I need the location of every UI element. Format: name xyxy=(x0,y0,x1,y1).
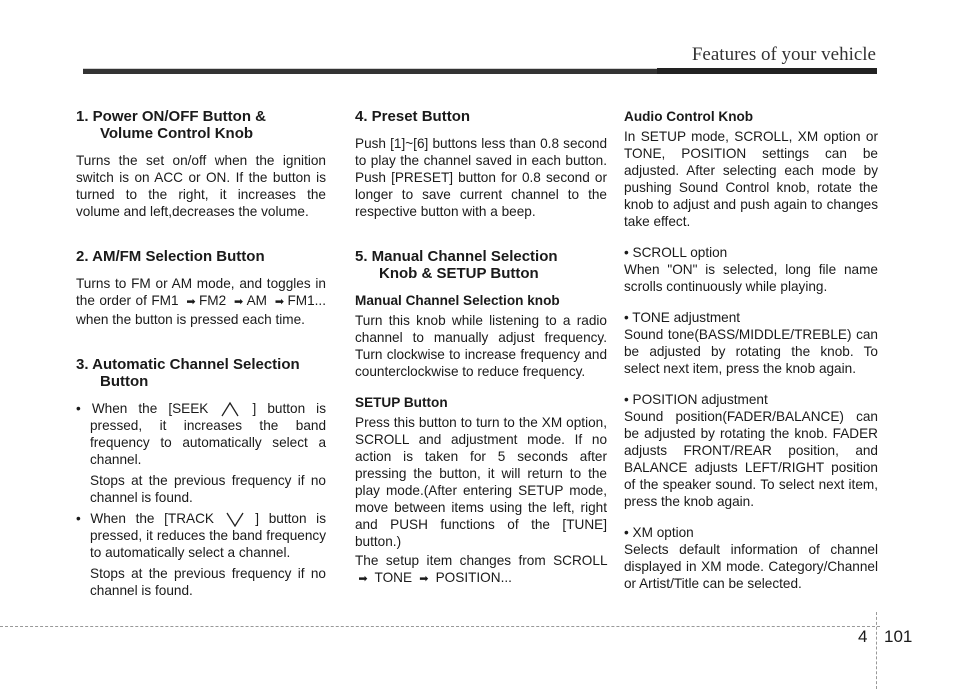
section-2-title: 2. AM/FM Selection Button xyxy=(76,248,265,265)
option-position xyxy=(624,391,878,510)
arrow-right-icon: ➡ xyxy=(358,573,368,585)
section-4-title: 4. Preset Button xyxy=(355,108,471,125)
seek-bullet: • When the [SEEK ] button is pressed, it increases the band frequency to automatically select a channel. xyxy=(76,401,326,467)
section-1-title: 1. Power ON/OFF Button & Volume Control Knob xyxy=(76,108,266,142)
setup-button-body: Press this button to turn to the XM option, SCROLL and adjustment mode. If no action is taken for 5 seconds after pressing the button, it will return to the play mode.(After entering SETUP mode, move between items using the left, right and PUSH functions of the [TUNE] button.) xyxy=(355,415,607,549)
option-label: • TONE adjustment xyxy=(624,310,741,325)
section-4-body: Push [1]~[6] buttons less than 0.8 second to play the channel saved in each button. Push [PRESET] button for 0.8 second or longer to save current channel to the respective button with a beep. xyxy=(355,136,607,219)
audio-knob-title: Audio Control Knob xyxy=(624,109,754,124)
footer-rule xyxy=(0,626,880,627)
footer-divider xyxy=(876,612,877,689)
option-body: Sound tone(BASS/MIDDLE/TREBLE) can be adjusted by rotating the knob. To select next item, press the knob again. xyxy=(624,327,878,376)
page-header-title: Features of your vehicle xyxy=(691,44,876,65)
page-number: 101 xyxy=(884,627,913,646)
setup-button-subtitle: SETUP Button xyxy=(355,395,448,410)
manual-knob-subtitle: Manual Channel Selection knob xyxy=(355,293,560,308)
arrow-right-icon: ➡ xyxy=(234,296,244,308)
option-label: • POSITION adjustment xyxy=(624,392,768,407)
option-body: When "ON" is selected, long file name scrolls continuously while playing. xyxy=(624,262,878,294)
arrow-right-icon: ➡ xyxy=(419,573,429,585)
section-2-body: Turns to FM or AM mode, and toggles in the order of FM1 ➡ FM2 ➡ AM ➡ FM1... when the button is pressed each time. xyxy=(76,276,326,327)
header-rule xyxy=(83,68,877,74)
chapter-number: 4 xyxy=(858,627,868,646)
track-down-icon xyxy=(224,511,246,527)
column-1 xyxy=(76,108,326,599)
section-5-title: 5. Manual Channel Selection Knob & SETUP Button xyxy=(355,248,558,282)
section-3-title: 3. Automatic Channel Selection Button xyxy=(76,356,300,390)
option-body: Sound position(FADER/BALANCE) can be adjusted by rotating the knob. FADER adjusts FRONT/REAR position, and BALANCE adjusts LEFT/RIGHT position of the speaker sound. To select next item, press the knob again. xyxy=(624,409,878,509)
option-label: • XM option xyxy=(624,525,694,540)
setup-sequence: The setup item changes from SCROLL ➡ TONE ➡ POSITION... xyxy=(355,552,607,588)
section-1-body: Turns the set on/off when the ignition switch is on ACC or ON. If the button is turned to the right, it increases the volume and left,decreases the volume. xyxy=(76,153,326,219)
option-body: Selects default information of channel displayed in XM mode. Category/Channel or Artist/Title can be selected. xyxy=(624,542,878,591)
arrow-right-icon: ➡ xyxy=(274,296,285,308)
option-scroll xyxy=(624,244,878,295)
option-label: • SCROLL option xyxy=(624,245,728,260)
column-2 xyxy=(355,108,607,602)
track-bullet: • When the [TRACK ] button is pressed, it reduces the band frequency to automatically select a channel. xyxy=(76,511,326,560)
option-tone xyxy=(624,309,878,377)
column-3 xyxy=(624,108,878,606)
audio-knob-intro: In SETUP mode, SCROLL, XM option or TONE, POSITION settings can be adjusted. After selecting each mode by pushing Sound Control knob, rotate the knob to adjust and push again to changes take effect. xyxy=(624,129,878,229)
track-note: Stops at the previous frequency if no channel is found. xyxy=(90,566,326,598)
manual-knob-body: Turn this knob while listening to a radio channel to manually adjust frequency. Turn clockwise to increase frequency and counterclockwise to reduce frequency. xyxy=(355,313,607,379)
seek-up-icon xyxy=(219,401,241,417)
seek-note: Stops at the previous frequency if no channel is found. xyxy=(90,473,326,505)
option-xm xyxy=(624,524,878,592)
arrow-right-icon: ➡ xyxy=(186,296,196,308)
